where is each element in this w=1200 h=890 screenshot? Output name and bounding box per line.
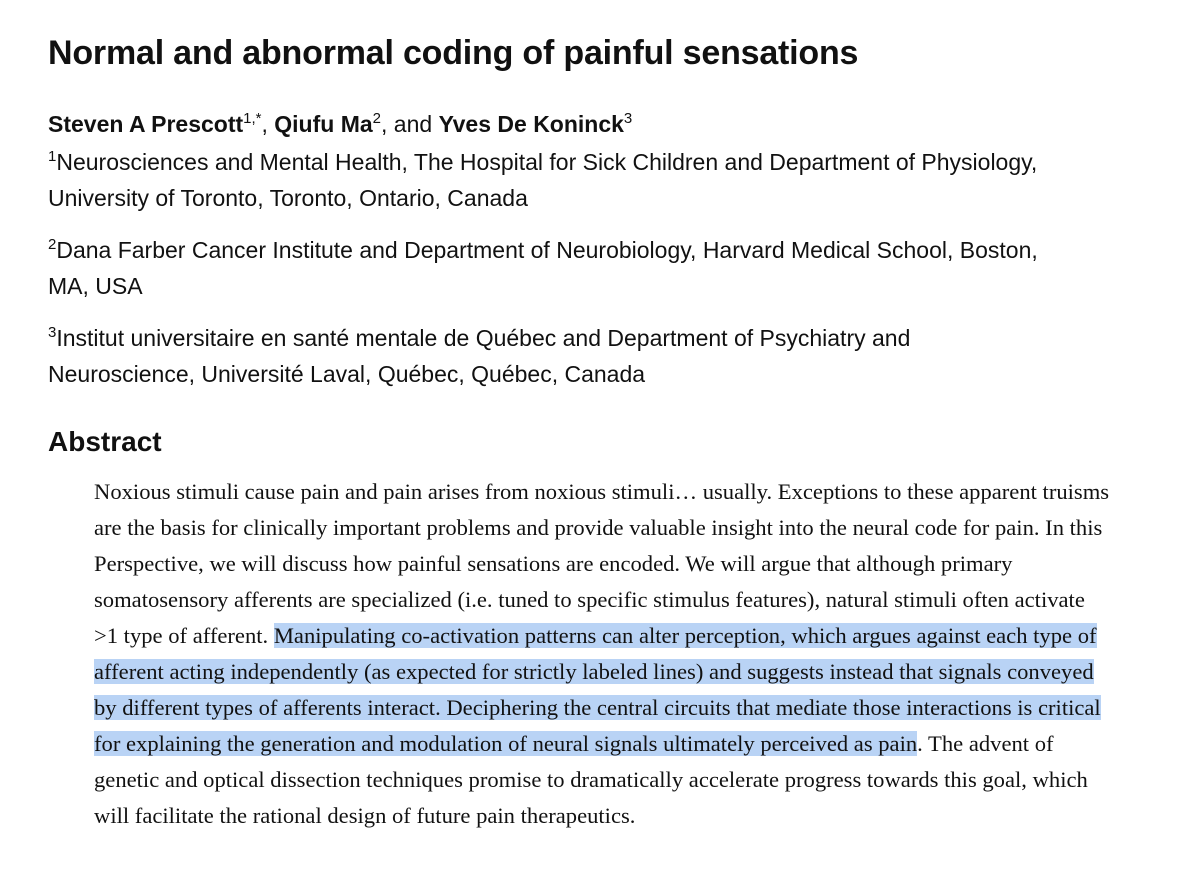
- paper-title: Normal and abnormal coding of painful sensations: [48, 34, 859, 72]
- affiliation-text-continued: University of Toronto, Toronto, Ontario, Canada: [48, 185, 528, 211]
- abstract-text[interactable]: Noxious stimuli cause pain and pain arises from noxious stimuli… usually. Exceptions to these apparent truisms are the basis for clinically important problems and provide valuable insight into the neural code for pain. In this Perspective, we will discuss how painful sensations are encoded. We will argue that although primary somatosensory afferents are specialized (i.e. tuned to specific stimulus features), natural stimuli often activate >1 type of afferent.: [94, 479, 1110, 648]
- author-separator: ,: [261, 111, 275, 137]
- affiliation-text: Neurosciences and Mental Health, The Hospital for Sick Children and Department of Physiology,: [56, 149, 1038, 175]
- affiliation-text-continued: MA, USA: [48, 273, 143, 299]
- abstract-text[interactable]: . The advent of genetic and optical dissection techniques promise to dramatically accelerate progress towards this goal, which will facilitate the rational design of future pain therapeutics.: [94, 731, 1088, 828]
- abstract-heading: Abstract: [48, 426, 162, 457]
- author-superscript: 1,*: [243, 110, 262, 127]
- affiliation-text: Institut universitaire en santé mentale de Québec and Department of Psychiatry and: [56, 325, 911, 351]
- abstract-body[interactable]: [94, 474, 1114, 834]
- author-name: Qiufu Ma: [274, 111, 373, 137]
- author-list: [48, 108, 1178, 140]
- paper-page: [48, 24, 1178, 834]
- author-name: Yves De Koninck: [438, 111, 624, 137]
- author-superscript: 2: [372, 110, 382, 127]
- affiliation-text: Dana Farber Cancer Institute and Department of Neurobiology, Harvard Medical School, Boston,: [56, 237, 1038, 263]
- affiliation-text-continued: Neuroscience, Université Laval, Québec, Québec, Canada: [48, 361, 646, 387]
- highlighted-selection[interactable]: Manipulating co-activation patterns can alter perception, which argues against each type of afferent acting independently (as expected for strictly labeled lines) and suggests instead that signals conveyed by different types of afferents interact. Deciphering the central circuits that mediate those interactions is critical for explaining the generation and modulation of neural signals ultimately perceived as pain: [94, 623, 1101, 756]
- author-superscript: 3: [623, 110, 633, 127]
- author-name: Steven A Prescott: [48, 111, 244, 137]
- affiliation-2: [48, 232, 1178, 304]
- author-separator: , and: [381, 111, 439, 137]
- affiliation-number: 2: [48, 236, 57, 253]
- affiliation-number: 1: [48, 148, 57, 165]
- affiliation-1: [48, 144, 1178, 216]
- affiliation-3: [48, 320, 1178, 392]
- affiliation-number: 3: [48, 324, 57, 341]
